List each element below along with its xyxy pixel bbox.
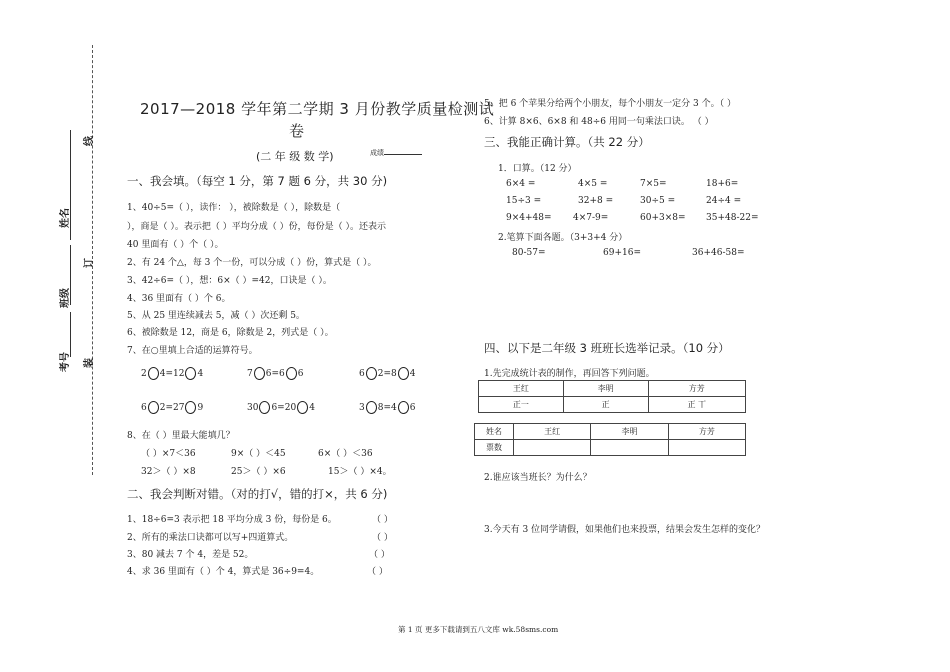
tally-mark: 正一 [479, 397, 564, 413]
tally-header: 王红 [479, 381, 564, 397]
judge-item: 1、18÷6=3 表示把 18 平均分成 3 份，每份是 6。 [127, 515, 337, 525]
s4-q1: 1.先完成统计表的制作，再回答下列问题。 [484, 369, 655, 379]
vote-cell [514, 440, 591, 456]
class-label: 班级 [60, 288, 71, 308]
section4-heading: 四、以下是二年级 3 班班长选举记录。（10 分） [484, 341, 730, 355]
oral-calc-label: 1．口算。（12 分） [498, 164, 577, 174]
op-item: 7 6=6 6 [247, 369, 304, 379]
s1-line-3: 40 里面有（ ）个（ ）。 [127, 240, 224, 250]
s4-q2: 2.谁应该当班长？为什么？ [484, 473, 592, 483]
score-field [370, 148, 422, 158]
s1-line-4: 2、有 24 个△，每 3 个一份，可以分成（ ）份，算式是（ ）。 [127, 258, 377, 268]
s1-line-5: 3、42÷6=（ ），想：6×（ ）=42，口诀是（ ）。 [127, 276, 332, 286]
calc-item: 30÷5 = [640, 196, 676, 206]
row-label: 票数 [475, 440, 514, 456]
calc-item: 32+8 = [578, 196, 614, 206]
exam-number-label: 考号 [60, 352, 71, 372]
op-item: 30 6=20 4 [247, 403, 315, 413]
judge-answer: （ ） [372, 533, 393, 543]
op-item: 6 2=8 4 [359, 369, 416, 379]
s1-line-1: 1、40÷5=（ ），读作： ），被除数是（ ），除数是（ [127, 203, 341, 213]
section2-heading: 二、我会判断对错。（对的打√，错的打×，共 6 分) [127, 487, 388, 501]
vote-count-table [474, 423, 746, 456]
name-underline [70, 130, 71, 240]
section1-heading: 一、我会填。（每空 1 分，第 7 题 6 分，共 30 分) [127, 174, 388, 188]
judge-item: 3、80 减去 7 个 4，差是 52。 [127, 550, 254, 560]
q8-item: （ ）×7＜36 [141, 449, 196, 459]
calc-item: 7×5= [640, 179, 667, 189]
judge-item: 2、所有的乘法口诀都可以写+四道算式。 [127, 533, 294, 543]
calc-item: 60+3×8= [640, 213, 686, 223]
written-item: 36+46-58= [692, 248, 745, 258]
binding-char-ding: 订 [84, 258, 95, 268]
calc-item: 15÷3 = [506, 196, 542, 206]
judge-item-6: 6、计算 8×6、6×8 和 48÷6 用同一句乘法口诀。 （ ） [484, 117, 714, 127]
tally-header: 方芳 [648, 381, 745, 397]
calc-item: 18+6= [706, 179, 739, 189]
judge-item: 4、求 36 里面有（ ）个 4，算式是 36÷9=4。 [127, 567, 320, 577]
calc-item: 6×4 = [506, 179, 536, 189]
judge-answer: （ ） [367, 567, 388, 577]
calc-item: 24÷4 = [706, 196, 742, 206]
score-label: 成绩 [370, 149, 384, 157]
q8-item: 6×（ ）＜36 [318, 449, 373, 459]
page-footer: 第 1 页 更多下载请到五八文库 wk.58sms.com [398, 625, 559, 634]
q8-item: 32＞（ ）×8 [141, 467, 196, 477]
written-calc-label: 2.笔算下面各题。（3+3+4 分） [498, 233, 628, 243]
s1-line-9: 7、在○里填上合适的运算符号。 [127, 346, 258, 356]
exam-number-underline [70, 312, 71, 357]
judge-answer: （ ） [372, 515, 393, 525]
calc-item: 4×5 = [578, 179, 608, 189]
judge-item-5: 5、把 6 个苹果分给两个小朋友，每个小朋友一定分 3 个。（ ） [484, 99, 736, 109]
tally-header: 李明 [563, 381, 648, 397]
s1-line-6: 4、36 里面有（ ）个 6。 [127, 294, 231, 304]
judge-answer: （ ） [369, 550, 390, 560]
s1-line-2: ），商是（ ）。表示把（ ）平均分成（ ）份，每份是（ ）。还表示 [127, 222, 386, 232]
class-underline [70, 245, 71, 305]
table-header: 王红 [514, 424, 591, 440]
tally-mark: 正 [563, 397, 648, 413]
op-item: 6 2=27 9 [141, 403, 204, 413]
vote-cell [668, 440, 745, 456]
table-header: 姓名 [475, 424, 514, 440]
written-item: 80-57= [512, 248, 546, 258]
table-header: 李明 [591, 424, 668, 440]
q8-item: 25＞（ ）×6 [231, 467, 286, 477]
binding-char-xian: 线 [84, 136, 95, 146]
q8-item: 9×（ ）＜45 [231, 449, 286, 459]
exam-title: 2017—2018 学年第二学期 3 月份教学质量检测试 [140, 100, 495, 118]
calc-item: 35+48-22= [706, 213, 759, 223]
tally-table [478, 380, 746, 413]
op-item: 2 4=12 4 [141, 369, 204, 379]
exam-title-cont: 卷 [289, 122, 305, 140]
binding-char-zhuang: 装 [84, 358, 95, 368]
name-label: 姓名 [60, 208, 71, 228]
calc-item: 9×4+48= [506, 213, 552, 223]
q8-item: 15＞（ ）×4。 [328, 467, 392, 477]
tally-mark: 正 丅 [648, 397, 745, 413]
section3-heading: 三、我能正确计算。（共 22 分） [484, 135, 650, 149]
vote-cell [591, 440, 668, 456]
calc-item: 4×7-9= [573, 213, 609, 223]
s4-q3: 3.今天有 3 位同学请假，如果他们也来投票，结果会发生怎样的变化？ [484, 525, 766, 535]
table-header: 方芳 [668, 424, 745, 440]
s1-line-7: 5、从 25 里连续减去 5，减（ ）次还剩 5。 [127, 311, 305, 321]
grade-subtitle: (二 年 级 数 学) [256, 150, 334, 163]
s1-line-8: 6、被除数是 12，商是 6，除数是 2，列式是（ ）。 [127, 328, 334, 338]
written-item: 69+16= [603, 248, 641, 258]
op-item: 3 8=4 6 [359, 403, 416, 413]
s1-q8: 8、在（ ）里最大能填几？ [127, 431, 235, 441]
